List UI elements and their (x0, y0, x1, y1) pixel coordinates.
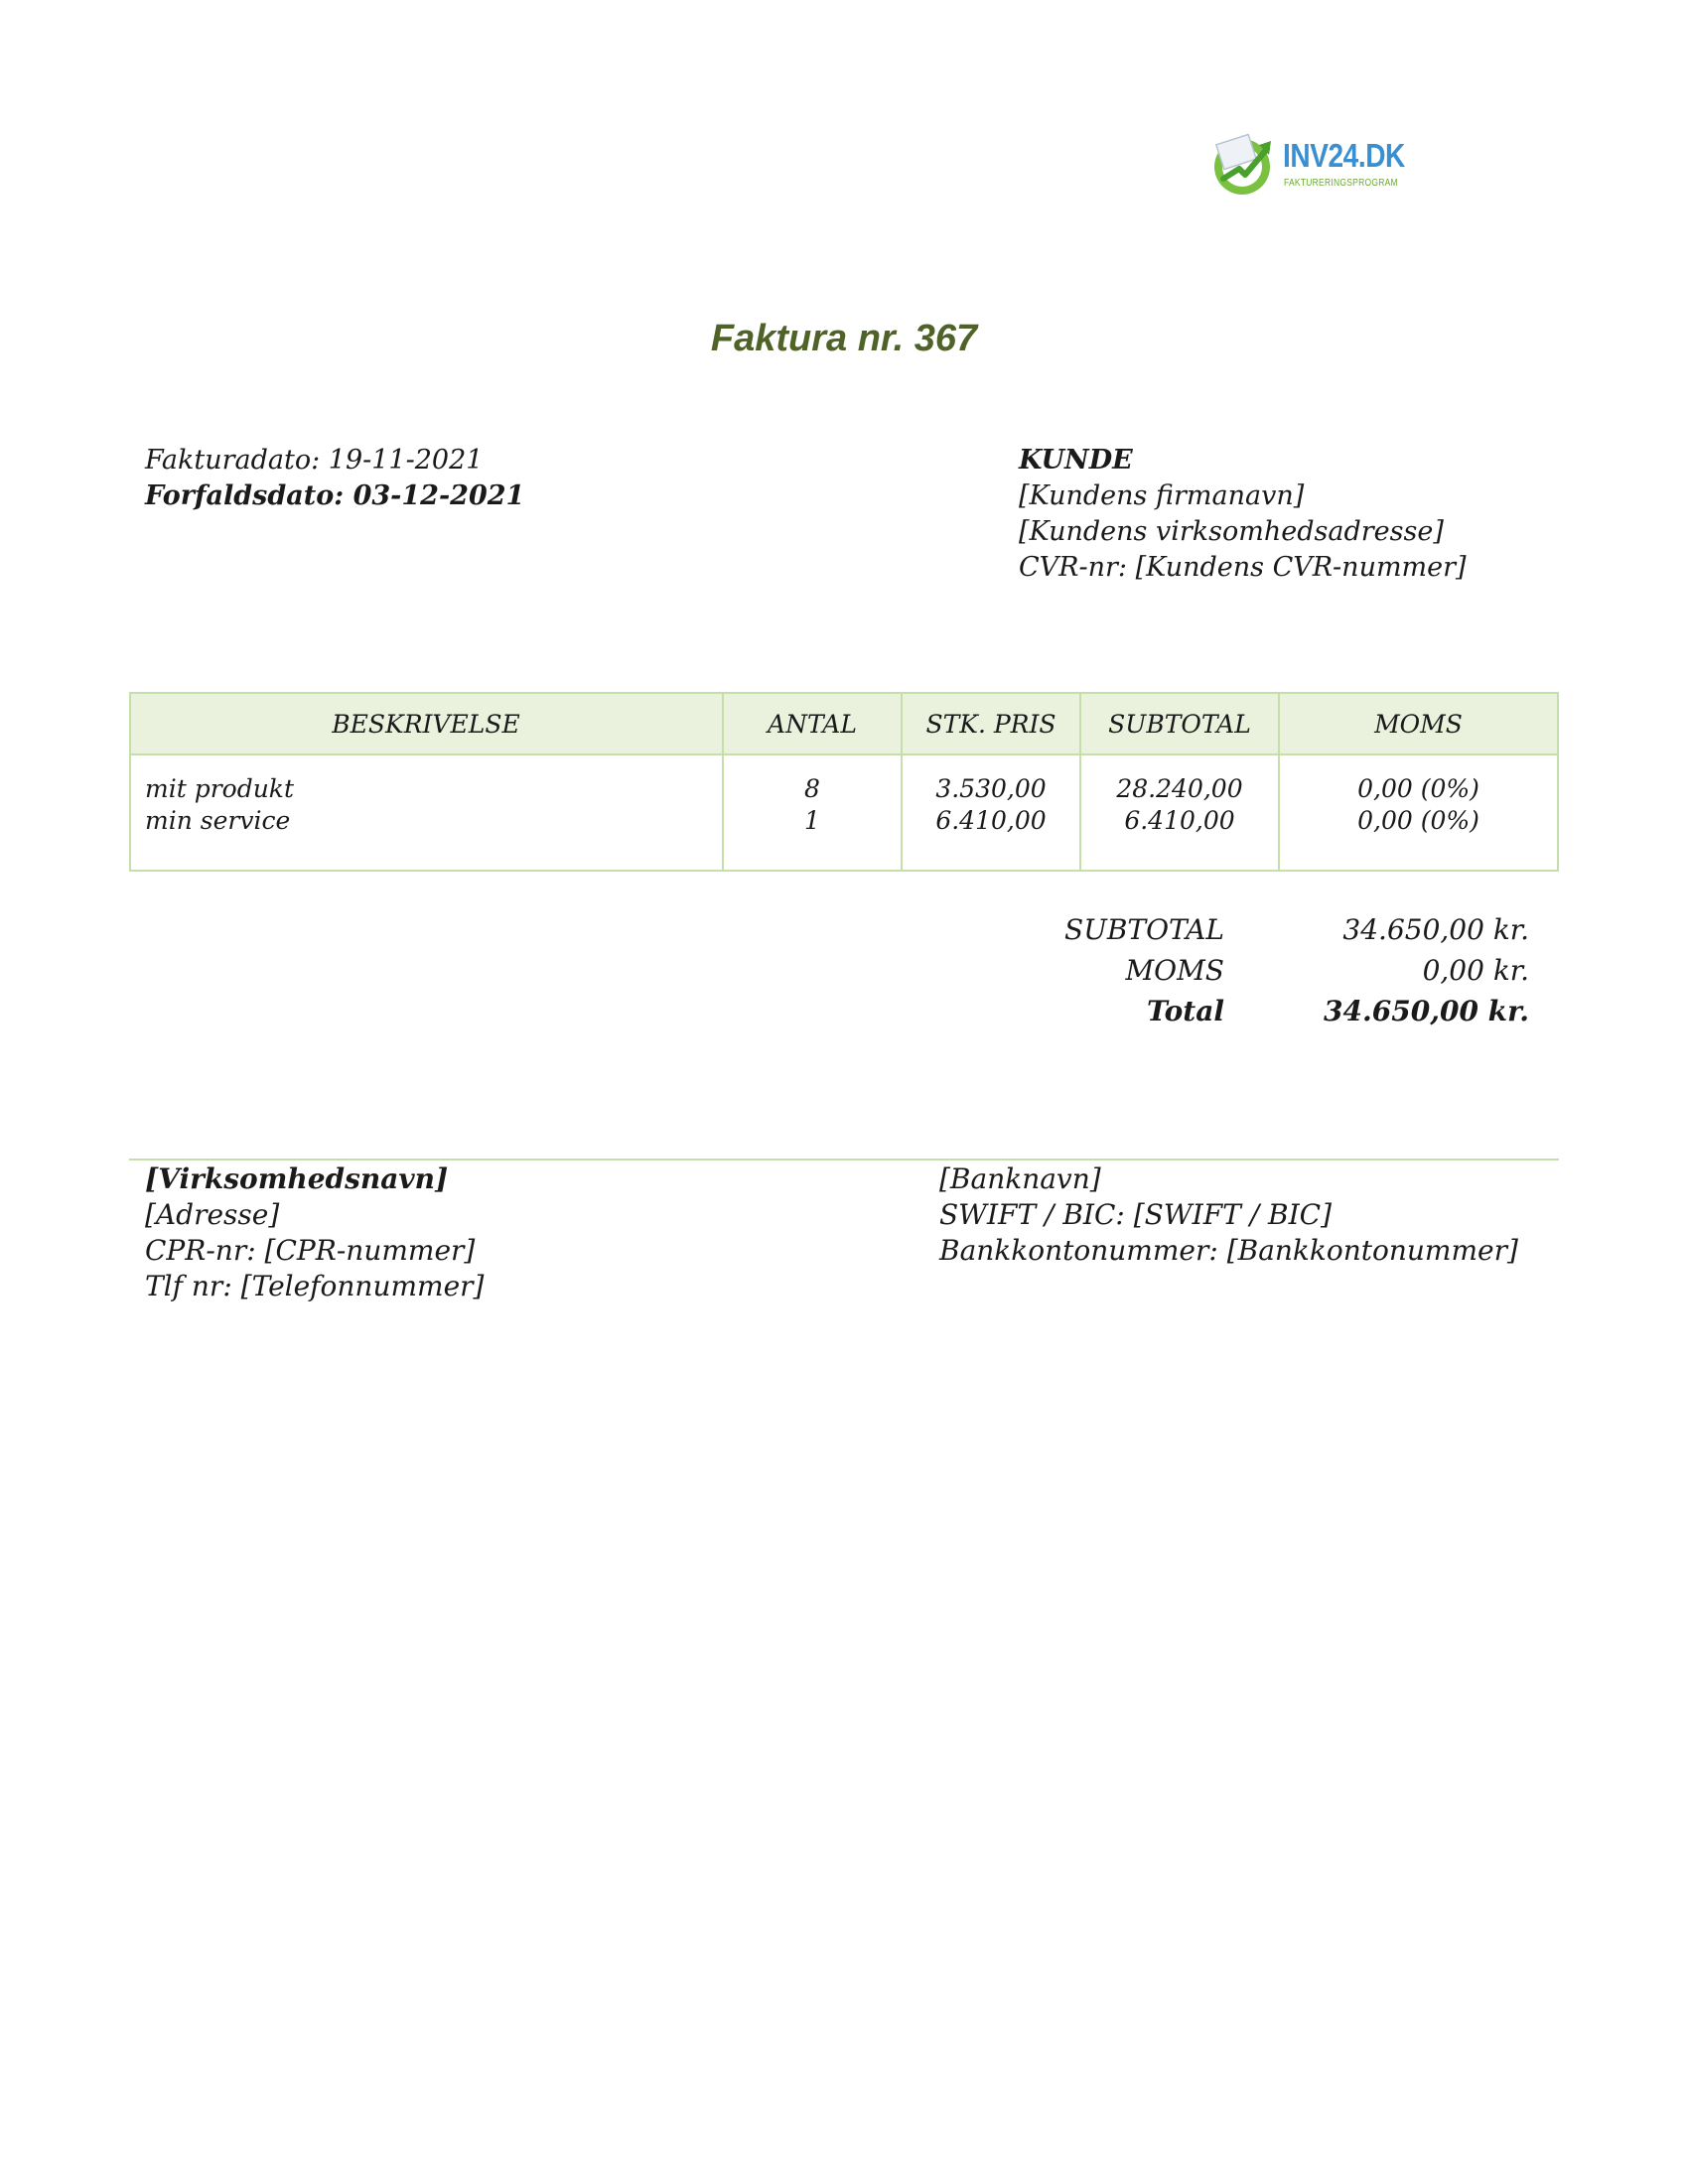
item-vat: 0,00 (0%) (1357, 774, 1479, 803)
bank-name: [Banknavn] (939, 1162, 1101, 1195)
header-vat: MOMS (1279, 693, 1558, 754)
company-name: [Virksomhedsnavn] (145, 1162, 449, 1195)
item-unit-price: 3.530,00 (935, 774, 1047, 803)
customer-cvr: CVR-nr: [Kundens CVR-nummer] (1019, 552, 1467, 583)
company-info (145, 1161, 484, 1304)
company-logo (1209, 127, 1408, 199)
table-header-row (130, 693, 1558, 754)
vat-label: MOMS (1125, 954, 1224, 987)
logo-tagline: FAKTURERINGSPROGRAM (1284, 178, 1398, 189)
item-quantity: 1 (804, 806, 820, 835)
vat-value: 0,00 kr. (1422, 954, 1529, 987)
header-quantity: ANTAL (723, 693, 902, 754)
totals-block (993, 913, 1529, 1035)
customer-address: [Kundens virksomhedsadresse] (1019, 516, 1444, 547)
description-cell (130, 754, 723, 871)
quantity-cell (723, 754, 902, 871)
unit-price-cell (902, 754, 1080, 871)
total-value: 34.650,00 kr. (1324, 995, 1529, 1027)
item-subtotal: 28.240,00 (1116, 774, 1243, 803)
logo-brand-text: INV24.DK (1283, 137, 1405, 174)
subtotal-cell (1080, 754, 1279, 871)
item-vat: 0,00 (0%) (1357, 806, 1479, 835)
company-cpr: CPR-nr: [CPR-nummer] (145, 1234, 476, 1267)
item-unit-price: 6.410,00 (935, 806, 1047, 835)
header-unit-price: STK. PRIS (902, 693, 1080, 754)
invoice-title: Faktura nr. 367 (710, 318, 978, 359)
customer-company: [Kundens firmanavn] (1019, 480, 1305, 511)
bank-info (939, 1161, 1518, 1269)
item-description: min service (145, 806, 291, 835)
header-description: BESKRIVELSE (130, 693, 723, 754)
total-label: Total (1146, 995, 1224, 1027)
table-row (130, 754, 1558, 871)
invoice-dates (145, 443, 524, 514)
customer-block (1019, 443, 1467, 586)
vat-row (993, 954, 1529, 995)
header-subtotal: SUBTOTAL (1080, 693, 1279, 754)
item-subtotal: 6.410,00 (1124, 806, 1235, 835)
bank-account: Bankkontonummer: [Bankkontonummer] (939, 1234, 1518, 1267)
company-address: [Adresse] (145, 1198, 280, 1231)
item-quantity: 8 (804, 774, 820, 803)
invoice-date: Fakturadato: 19-11-2021 (145, 445, 484, 476)
vat-cell (1279, 754, 1558, 871)
company-phone: Tlf nr: [Telefonnummer] (145, 1270, 485, 1302)
due-date: Forfaldsdato: 03-12-2021 (145, 480, 525, 511)
bank-swift: SWIFT / BIC: [SWIFT / BIC] (939, 1198, 1333, 1231)
item-description: mit produkt (145, 774, 294, 803)
line-items-table (129, 692, 1559, 872)
subtotal-value: 34.650,00 kr. (1342, 913, 1529, 946)
customer-heading: KUNDE (1019, 445, 1133, 476)
footer-divider (129, 1159, 1559, 1160)
subtotal-label: SUBTOTAL (1064, 913, 1224, 946)
subtotal-row (993, 913, 1529, 954)
total-row (993, 995, 1529, 1035)
logo-icon (1209, 131, 1281, 197)
